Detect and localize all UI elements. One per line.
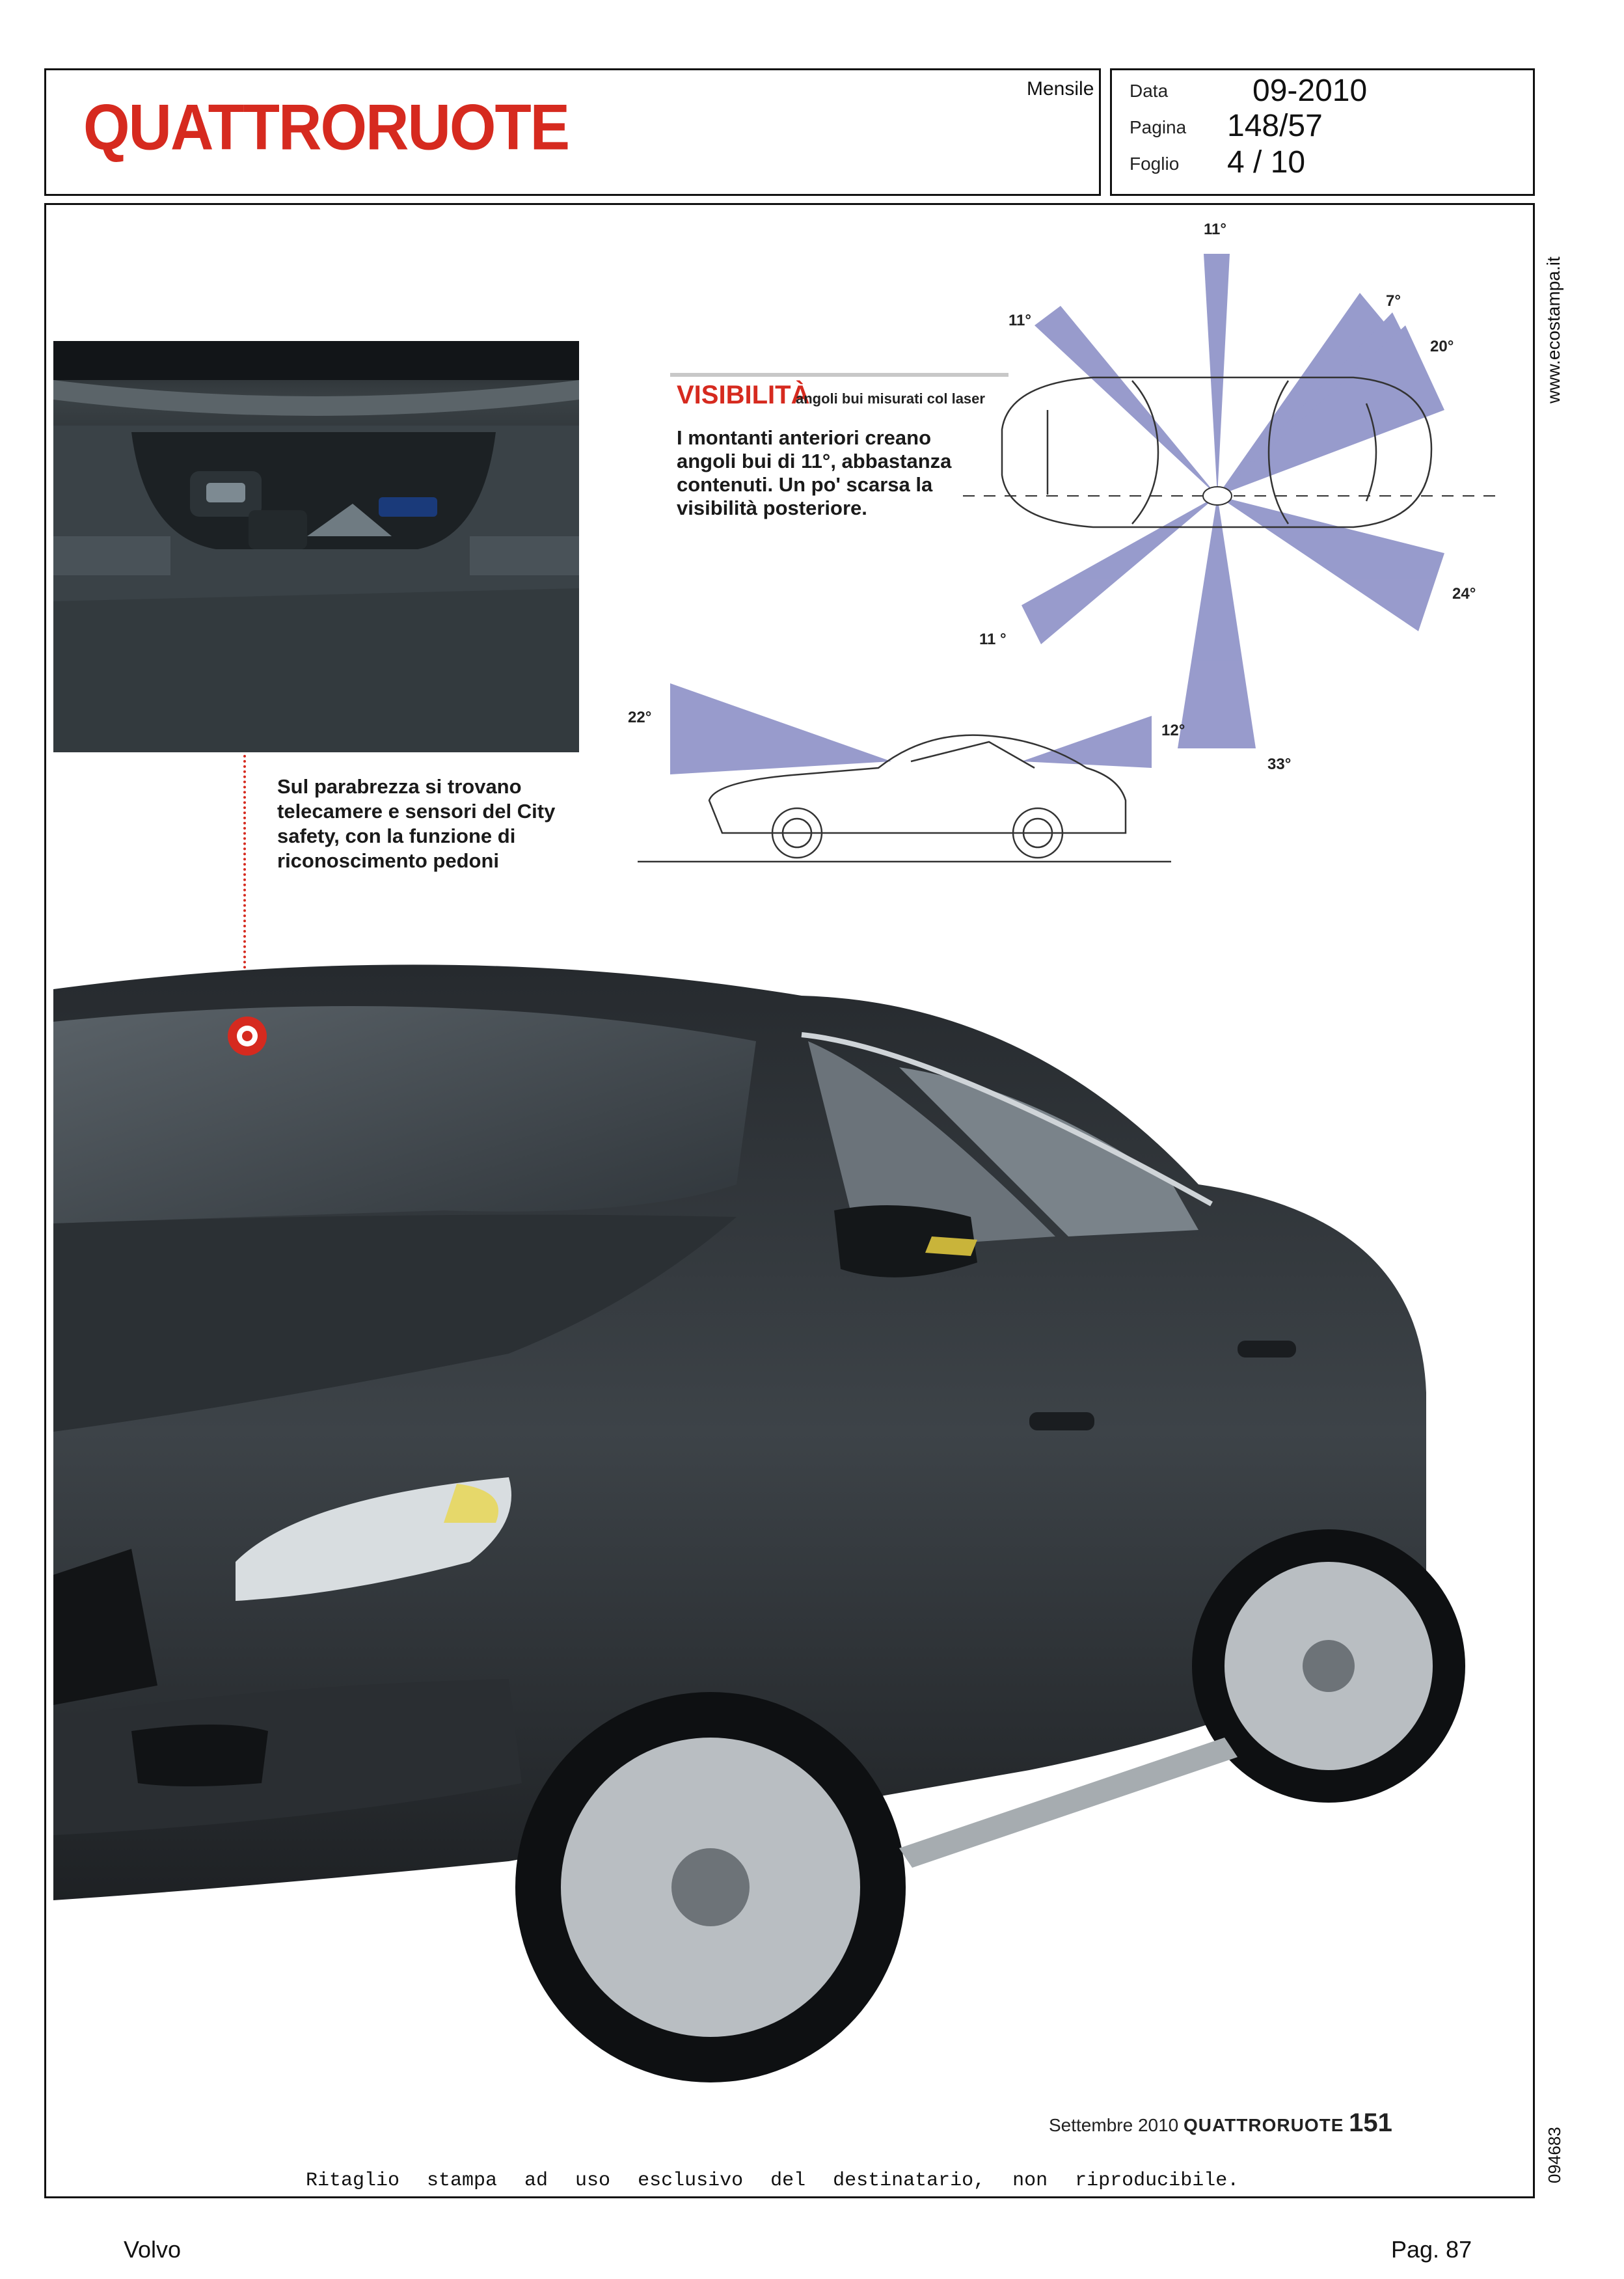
angle-label-top: 11°	[1204, 221, 1226, 238]
interior-caption: Sul parabrezza si trovano telecamere e sensori del City safety, con la funzione di riconoscimento pedoni	[277, 775, 556, 872]
data-label: Data	[1130, 81, 1169, 101]
magazine-footer	[1049, 2108, 1392, 2138]
footer-page-number: 151	[1349, 2108, 1392, 2137]
disclaimer: Ritaglio stampa ad uso esclusivo del destinatario, non riproducibile.	[306, 2170, 1239, 2192]
foglio-label: Foglio	[1130, 154, 1180, 174]
data-value: 09-2010	[1252, 74, 1368, 108]
side-url: www.ecostampa.it	[1543, 256, 1563, 403]
sector-left-rear	[1022, 496, 1217, 644]
visibility-text: I montanti anteriori creano angoli bui di 11°, abbastanza contenuti. Un po' scarsa la visibilità posteriore.	[677, 426, 952, 519]
angle-label-22: 22°	[628, 709, 652, 726]
side-sector-front	[670, 683, 891, 774]
angle-label-12: 12°	[1161, 722, 1185, 739]
issue-date: Settembre 2010	[1049, 2115, 1179, 2135]
visibility-rule	[670, 373, 1008, 377]
windshield-camera-photo	[53, 341, 579, 752]
sector-front	[1204, 254, 1230, 496]
magazine-logo: QUATTRORUOTE	[83, 92, 569, 164]
windshield-photo-art	[53, 341, 579, 752]
angle-label-rear-left: 11 °	[979, 631, 1007, 648]
angle-label-7: 7°	[1386, 292, 1401, 310]
visibility-subtitle: angoli bui misurati col laser	[796, 390, 985, 407]
angle-label-20: 20°	[1430, 338, 1454, 355]
angle-label-front-left: 11°	[1008, 312, 1031, 329]
foglio-value: 4 / 10	[1227, 145, 1306, 180]
page-number: Pag. 87	[1391, 2236, 1472, 2263]
sector-right-rear	[1217, 496, 1444, 631]
sector-rear	[1178, 496, 1256, 748]
footer-magazine-name: QUATTRORUOTE	[1184, 2115, 1344, 2135]
volvo-s60-photo	[53, 937, 1498, 2141]
pagina-value: 148/57	[1227, 109, 1323, 143]
car-photo-art	[53, 937, 1498, 2141]
angle-label-33: 33°	[1267, 756, 1292, 773]
side-code: 094683	[1545, 2127, 1564, 2183]
pagina-label: Pagina	[1130, 117, 1187, 137]
side-sector-rear	[1022, 716, 1152, 768]
angle-label-24: 24°	[1452, 585, 1476, 603]
sector-left-front	[1035, 306, 1217, 496]
visibility-title: VISIBILITÀ	[677, 381, 810, 409]
brand-label: Volvo	[124, 2236, 182, 2263]
frequency-label: Mensile	[1027, 78, 1094, 100]
side-view-blindspot-diagram	[618, 670, 1185, 866]
